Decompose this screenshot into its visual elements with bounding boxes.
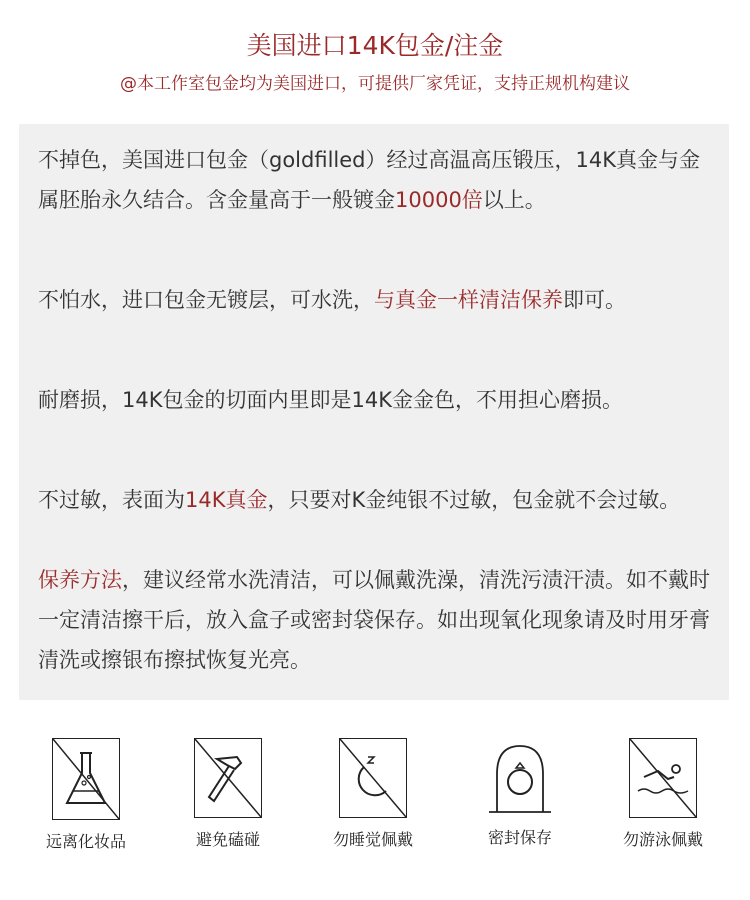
feature-text: 不掉色，美国进口包金（goldfilled）经过高温高压锻压，14K真金与金属胚胎永久结合。含金量高于一般镀金 — [38, 148, 700, 212]
sleep-moon-prohibited-icon — [339, 738, 407, 818]
page-title: 美国进口14K包金/注金 — [246, 31, 504, 60]
care-item-impact — [158, 738, 298, 850]
feature-text: 即可。 — [563, 288, 626, 312]
care-item-sleep — [303, 738, 443, 850]
feature-waterproof — [38, 280, 718, 320]
cosmetics-flask-prohibited-icon — [52, 738, 120, 820]
feature-highlight: 保养方法 — [38, 568, 122, 592]
feature-text: ，只要对K金纯银不过敏，包金就不会过敏。 — [267, 488, 681, 512]
feature-no-fade — [38, 140, 718, 220]
feature-care-method — [38, 560, 718, 680]
swimming-prohibited-icon — [629, 738, 697, 818]
care-label: 密封保存 — [487, 828, 552, 847]
care-label: 勿睡觉佩戴 — [332, 830, 413, 849]
care-label: 避免磕碰 — [195, 830, 260, 849]
feature-text: 以上。 — [482, 188, 546, 212]
feature-wear-resistant — [38, 380, 718, 420]
feature-text: 不怕水，进口包金无镀层，可水洗， — [38, 288, 374, 312]
feature-highlight: 10000倍 — [395, 188, 483, 212]
feature-hypoallergenic — [38, 480, 738, 520]
feature-highlight: 与真金一样清洁保养 — [374, 288, 563, 312]
feature-text: ，建议经常水洗清洁，可以佩戴洗澡，清洗污渍汗渍。如不戴时一定清洁擦干后，放入盒子或密封袋保存。如出现氧化现象请及时用牙膏清洗或擦银布擦拭恢复光亮。 — [38, 568, 710, 672]
feature-text: 不过敏，表面为 — [38, 488, 185, 512]
care-item-cosmetics — [16, 738, 156, 852]
care-label: 远离化妆品 — [45, 832, 126, 851]
page-subtitle: @本工作室包金均为美国进口，可提供厂家凭证，支持正规机构建议 — [120, 74, 630, 94]
care-item-swim — [593, 738, 733, 850]
feature-highlight: 14K真金 — [185, 488, 268, 512]
feature-text: 耐磨损，14K包金的切面内里即是14K金金色，不用担心磨损。 — [38, 388, 623, 412]
hammer-prohibited-icon — [194, 738, 262, 818]
care-item-seal — [450, 738, 590, 848]
sealed-bag-ring-icon — [487, 738, 553, 816]
care-label: 勿游泳佩戴 — [622, 830, 703, 849]
